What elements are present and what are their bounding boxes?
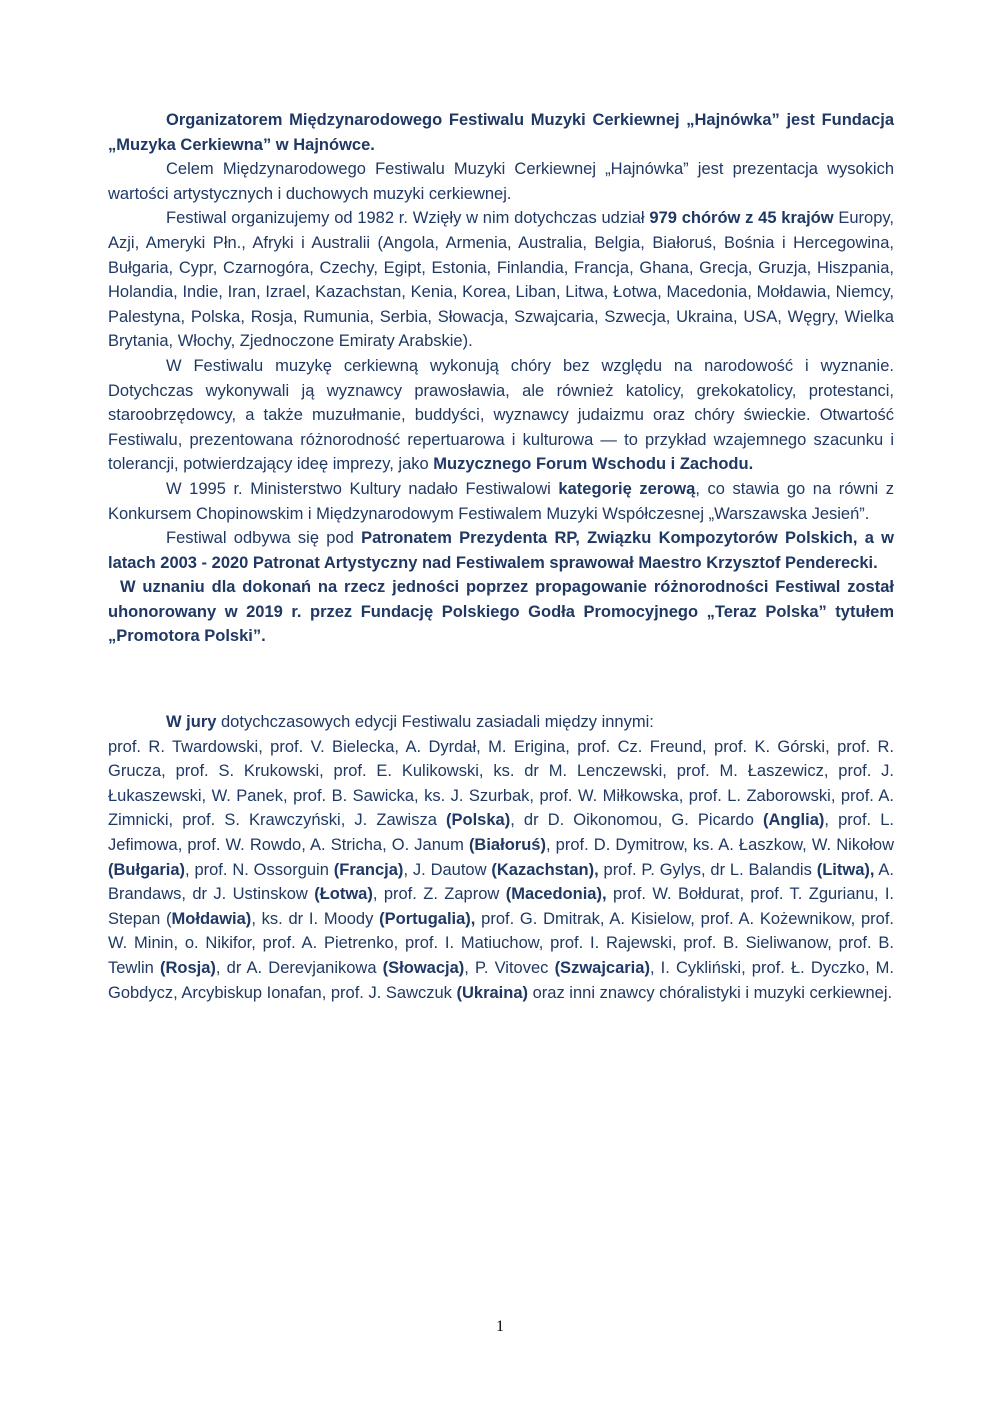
jury-country: (Słowacja) [382,959,465,977]
jury-country: (Bułgaria) [108,860,186,879]
document-body [108,108,894,1005]
jury-country: (Łotwa) [314,885,373,904]
jury-names: , ks. dr I. Moody [251,909,380,928]
jury-country: (Szwajcaria) [554,959,650,977]
jury-country: (Białoruś) [468,836,546,855]
page-number: 1 [496,1318,504,1335]
jury-names: , J. Dautow [403,860,492,879]
patronage-paragraph: Festiwal odbywa się pod Patronatem Prezydenta RP, Związku Kompozytorów Polskich, a w latach 2003 - 2020 Patronat Artystyczny nad Festiwalem sprawował Maestro Krzysztof Penderecki. [108,529,894,572]
jury-country: (Litwa), [816,860,875,879]
jury-names: , dr D. Oikonomou, G. Picardo [510,811,763,830]
jury-country: (Kazachstan), [491,860,599,879]
history-paragraph: Festiwal organizujemy od 1982 r. Wzięły w nim dotychczas udział 979 chórów z 45 krajów Europy, Azji, Ameryki Płn., Afryki i Australii (Angola, Armenia, Australia, Belgia, Białoruś, Bośnia i Hercegowina, Bułgaria, Cypr, Czarnogóra, Czechy, Egipt, Estonia, Finlandia, Francja, Ghana, Grecja, Gruzja, Hiszpania, Holandia, Indie, Iran, Izrael, Kazachstan, Kenia, Korea, Liban, Litwa, Łotwa, Macedonia, Mołdawia, Niemcy, Palestyna, Polska, Rosja, Rumunia, Serbia, Słowacja, Szwajcaria, Szwecja, Ukraina, USA, Węgry, Wielka Brytania, Włochy, Zjednoczone Emiraty Arabskie). [108,209,894,351]
jury-intro: W jury dotychczasowych edycji Festiwalu zasiadali między innymi: [166,713,654,732]
denominations-paragraph: W Festiwalu muzykę cerkiewną wykonują chóry bez względu na narodowość i wyznanie. Dotychczas wykonywali ją wyznawcy prawosławia, ale również katolicy, grekokatolicy, protestanci, staroobrzędowcy, a także muzułmanie, buddyści, wyznawcy judaizmu oraz chóry świeckie. Otwartość Festiwalu, prezentowana różnorodność repertuarowa i kulturowa — to przykład wzajemnego szacunku i tolerancji, potwierdzający ideę imprezy, jako Muzycznego Forum Wschodu i Zachodu. [108,356,894,474]
jury-names: , prof. D. Dymitrow, ks. A. Łaszkow, W. Nikołow [545,836,895,855]
jury-names: , prof. L. Jefimowa, prof. W. Rowdo, A. Stricha, O. Janum [108,811,895,855]
jury-names: , I. Cykliński, prof. Ł. Dyczko, M. Gobdycz, Arcybiskup Ionafan, prof. J. Sawczuk [108,959,894,1002]
jury-country: (Polska) [446,811,511,830]
jury-country: (Francja) [333,860,404,879]
jury-country: (Anglia) [762,811,825,830]
jury-names: , prof. Z. Zaprow [372,885,506,904]
award-paragraph: W uznaniu dla dokonań na rzecz jedności poprzez propagowanie różnorodności Festiwal został uhonorowany w 2019 r. przez Fundację Polskiego Godła Promocyjnego „Teraz Polska” tytułem „Promotora Polski”. [108,578,894,646]
spacer [108,649,894,710]
jury-names: prof. W. Bołdurat, prof. T. Zgurianu, I. Stepan ( [108,885,895,928]
jury-country: (Ukraina) [456,983,529,1002]
jury-list [108,735,894,1006]
organizer-paragraph: Organizatorem Międzynarodowego Festiwalu Muzyki Cerkiewnej „Hajnówka” jest Fundacja „Muzyka Cerkiewna” w Hajnówce. [108,111,894,154]
jury-country: (Portugalia), [379,909,476,928]
jury-names: , dr A. Derevjanikowa [215,959,383,977]
jury-names: , prof. N. Ossorguin [185,860,334,879]
jury-names: oraz inni znawcy chóralistyki i muzyki cerkiewnej. [528,983,893,1002]
jury-names: A. Brandaws, dr J. Ustinskow [108,860,894,904]
jury-names: prof. R. Twardowski, prof. V. Bielecka, A. Dyrdał, M. Erigina, prof. Cz. Freund, prof. K. Górski, prof. R. Grucza, prof. S. Krukowski, prof. E. Kulikowski, ks. dr M. Lenczewski, prof. M. Łaszewicz, prof. J. Łukaszewski, W. Panek, prof. B. Sawicka, ks. J. Szurbak, prof. W. Miłkowska, prof. L. Zaborowski, prof. A. Zimnicki, prof. S. Krawczyński, J. Zawisza [108,737,894,830]
aim-paragraph: Celem Międzynarodowego Festiwalu Muzyki Cerkiewnej „Hajnówka” jest prezentacja wysokich wartości artystycznych i duchowych muzyki cerkiewnej. [108,160,894,203]
jury-names: , P. Vitovec [464,959,555,977]
jury-country: (Macedonia), [505,885,607,904]
jury-names: prof. P. Gylys, dr L. Balandis [598,860,817,879]
jury-names: prof. G. Dmitrak, A. Kisielow, prof. A. Kożewnikow, prof. W. Minin, o. Nikifor, prof. A. Pietrenko, prof. I. Matiuchow, prof. I. Rajewski, prof. B. Sieliwanow, prof. B. Tewlin [108,909,894,977]
jury-country: Mołdawia) [171,909,252,928]
ministry-paragraph: W 1995 r. Ministerstwo Kultury nadało Festiwalowi kategorię zerową, co stawia go na równi z Konkursem Chopinowskim i Międzynarodowym Festiwalem Muzyki Współczesnej „Warszawska Jesień”. [108,479,894,523]
jury-country: (Rosja) [160,959,216,977]
